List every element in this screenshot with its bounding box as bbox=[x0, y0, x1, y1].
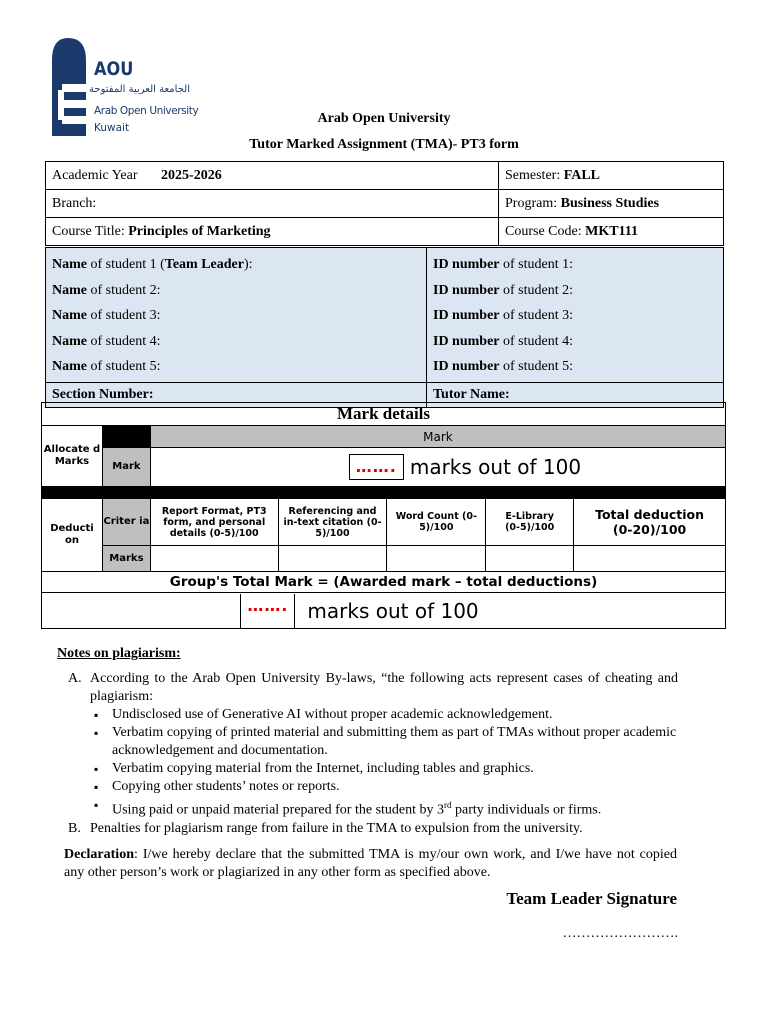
program-value: Business Studies bbox=[560, 195, 660, 211]
student-name-row: Name of student 4: bbox=[52, 333, 161, 349]
course-code-value: MKT111 bbox=[585, 223, 639, 239]
academic-year-cell bbox=[46, 162, 499, 190]
section-number-label: Section Number: bbox=[52, 386, 154, 402]
signature-line[interactable]: ……………………. bbox=[562, 926, 678, 941]
university-name: Arab Open University bbox=[317, 111, 451, 126]
list-item: ▪ Verbatim copying material from the Internet, including tables and graphics. bbox=[90, 760, 678, 778]
course-title-cell bbox=[46, 218, 499, 246]
criterion-word-count: Word Count (0-5)/100 bbox=[387, 499, 486, 546]
marks-out-of-text: marks out of 100 bbox=[409, 455, 582, 479]
declaration-label: Declaration bbox=[64, 847, 134, 862]
semester-label: Semester: bbox=[505, 167, 564, 183]
deduction-label: Deducti on bbox=[42, 499, 103, 572]
logo-english: Arab Open University bbox=[94, 105, 199, 117]
student-id-row: ID number of student 2: bbox=[433, 282, 574, 298]
total-deduction-input[interactable] bbox=[574, 546, 726, 572]
final-mark-cell bbox=[42, 593, 726, 629]
deduction-input-report[interactable] bbox=[150, 546, 278, 572]
branch-label: Branch: bbox=[52, 195, 97, 211]
marks-row-label: Marks bbox=[102, 546, 150, 572]
list-item: ▪ Verbatim copying of printed material and submitting them as part of TMAs without proper academic acknowledgement and documentation. bbox=[90, 724, 678, 760]
course-info-table bbox=[45, 161, 724, 246]
note-b-text: Penalties for plagiarism range from failure in the TMA to expulsion from the university. bbox=[90, 821, 583, 836]
form-title: Tutor Marked Assignment (TMA)- PT3 form bbox=[249, 137, 519, 152]
student-name-row: Name of student 5: bbox=[52, 359, 161, 374]
allocated-marks-label: Allocate d Marks bbox=[42, 426, 103, 487]
list-item: ▪ Undisclosed use of Generative AI without proper academic acknowledgement. bbox=[90, 706, 678, 724]
logo-country: Kuwait bbox=[94, 122, 130, 134]
academic-year-label: Academic Year bbox=[52, 167, 138, 183]
student-id-row: ID number of student 3: bbox=[433, 308, 574, 323]
note-a bbox=[68, 670, 678, 820]
final-marks-out-of-text: marks out of 100 bbox=[307, 598, 479, 623]
student-name-row: Name of student 3: bbox=[52, 308, 161, 323]
student-ids-cell bbox=[427, 248, 724, 383]
separator-bar bbox=[42, 487, 726, 499]
course-code-cell bbox=[499, 218, 724, 246]
awarded-mark-cell bbox=[150, 448, 725, 487]
student-name-row: Name of student 2: bbox=[52, 282, 161, 298]
student-id-row: ID number of student 1: bbox=[433, 257, 574, 272]
total-deduction-header: Total deduction (0-20)/100 bbox=[574, 499, 726, 546]
list-item: ▪ Copying other students’ notes or reports. bbox=[90, 778, 678, 796]
deduction-input-referencing[interactable] bbox=[278, 546, 387, 572]
student-id-row: ID number of student 4: bbox=[433, 333, 574, 349]
criterion-referencing: Referencing and in-text citation (0-5)/100 bbox=[278, 499, 387, 546]
note-a-label: A. bbox=[68, 671, 82, 686]
students-table bbox=[45, 247, 724, 408]
mark-details-title: Mark details bbox=[42, 403, 726, 426]
course-title-value: Principles of Marketing bbox=[128, 223, 271, 239]
plagiarism-list bbox=[90, 706, 678, 820]
student-name-row: Name of student 1 (Team Leader): bbox=[52, 257, 253, 272]
tutor-name-label: Tutor Name: bbox=[433, 386, 510, 402]
program-label: Program: bbox=[505, 195, 561, 211]
criteria-label: Criter ia bbox=[102, 499, 150, 546]
signature-label: Team Leader Signature bbox=[506, 889, 677, 908]
group-total-label: Group's Total Mark = (Awarded mark – total deductions) bbox=[42, 572, 726, 593]
final-mark-input[interactable]: ……. bbox=[240, 594, 295, 628]
course-title-label: Course Title: bbox=[52, 223, 129, 239]
criterion-report-format: Report Format, PT3 form, and personal details (0-5)/100 bbox=[150, 499, 278, 546]
declaration bbox=[64, 846, 677, 882]
student-id-row: ID number of student 5: bbox=[433, 359, 574, 374]
plagiarism-notes-title: Notes on plagiarism: bbox=[57, 646, 181, 661]
awarded-mark-input[interactable]: ……. bbox=[349, 454, 404, 480]
semester-cell bbox=[499, 162, 724, 190]
black-header-cell bbox=[102, 426, 150, 448]
mark-details-table bbox=[41, 402, 726, 629]
mark-row-label: Mark bbox=[102, 448, 150, 487]
list-item: ▪ Using paid or unpaid material prepared for the student by 3rd party individuals or firms. bbox=[90, 796, 678, 820]
note-b bbox=[68, 820, 678, 838]
deduction-input-e-library[interactable] bbox=[486, 546, 574, 572]
note-a-text: According to the Arab Open University By-laws, “the following acts represent cases of cheating and plagiarism: bbox=[90, 671, 678, 704]
logo-arabic: الجامعة العربية المفتوحة bbox=[89, 84, 190, 95]
branch-cell bbox=[46, 190, 499, 218]
deduction-input-word-count[interactable] bbox=[387, 546, 486, 572]
criterion-e-library: E-Library (0-5)/100 bbox=[486, 499, 574, 546]
declaration-text: : I/we hereby declare that the submitted TMA is my/our own work, and I/we have not copied any other person’s work or plagiarized in any other form as specified above. bbox=[64, 847, 677, 880]
course-code-label: Course Code: bbox=[505, 223, 586, 239]
student-names-cell bbox=[46, 248, 427, 383]
note-b-label: B. bbox=[68, 821, 81, 836]
program-cell bbox=[499, 190, 724, 218]
mark-header: Mark bbox=[150, 426, 725, 448]
semester-value: FALL bbox=[563, 167, 601, 183]
academic-year-value: 2025-2026 bbox=[161, 167, 222, 183]
logo-abbr: AOU bbox=[94, 58, 134, 80]
